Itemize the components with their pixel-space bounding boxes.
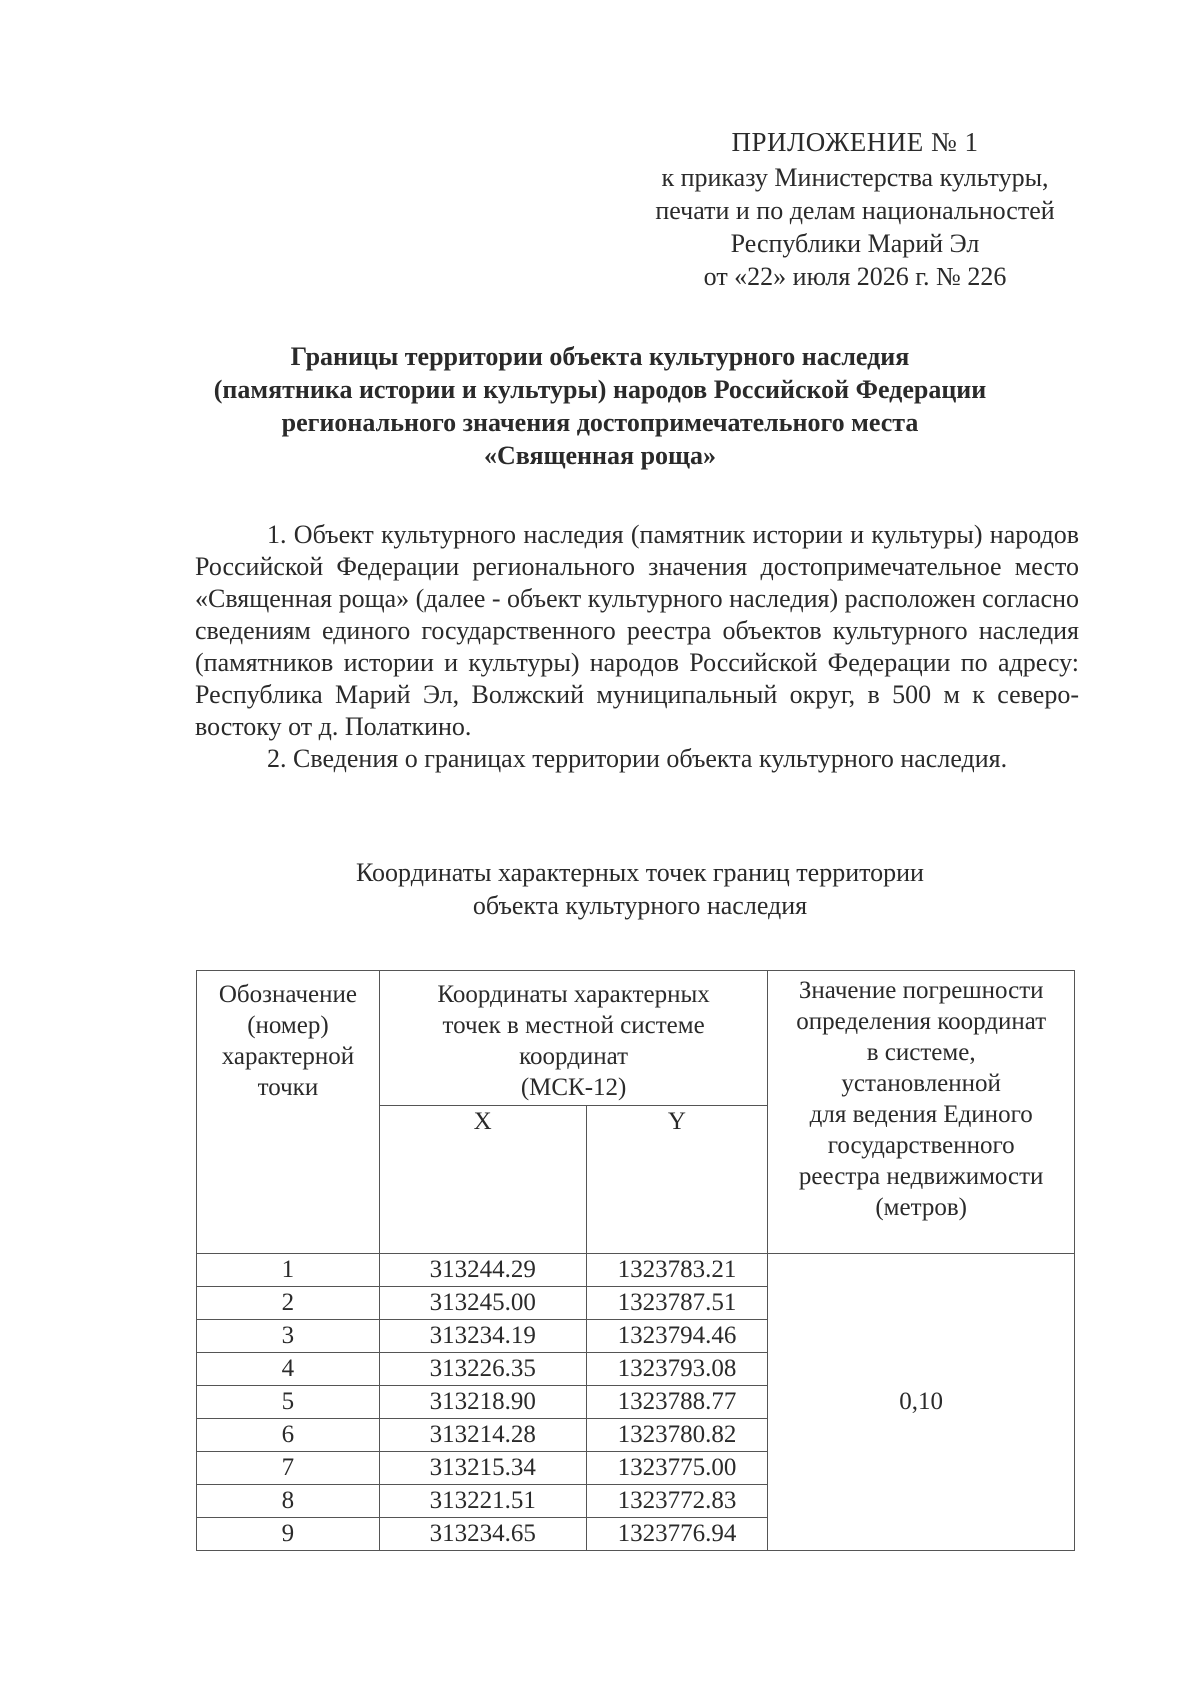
point-number: 9 (197, 1518, 380, 1551)
caption-line: Координаты характерных точек границ территории (356, 858, 924, 887)
title-line: Границы территории объекта культурного наследия (290, 342, 910, 371)
coord-x: 313218.90 (379, 1386, 586, 1419)
header-line: точки (257, 1074, 319, 1101)
point-number: 6 (197, 1419, 380, 1452)
coord-y: 1323788.77 (586, 1386, 768, 1419)
paragraph-location: 1. Объект культурного наследия (памятник истории и культуры) народов Российской Федерации регионального значения достопримечательное место «Священная роща» (далее - объект культурного наследия) расположен согласно сведениям единого государственного реестра объектов культурного наследия (памятников истории и культуры) народов Российской Федерации по адресу: Республика Марий Эл, Волжский муниципальный округ, в 500 м к северо-востоку от д. Полаткино. (195, 520, 1080, 741)
table-row (197, 1254, 1075, 1287)
coord-x: 313244.29 (379, 1254, 586, 1287)
header-line: для ведения Единого (809, 1101, 1033, 1128)
header-line: координат (519, 1043, 629, 1070)
coord-x: 313226.35 (379, 1353, 586, 1386)
header-point-number (197, 971, 380, 1254)
point-number: 7 (197, 1452, 380, 1485)
coord-x: 313215.34 (379, 1452, 586, 1485)
title-line: регионального значения достопримечательного места (281, 408, 919, 437)
header-y: Y (586, 1106, 768, 1254)
appendix-title: ПРИЛОЖЕНИЕ № 1 (731, 127, 979, 157)
coord-y: 1323780.82 (586, 1419, 768, 1452)
title-line: (памятника истории и культуры) народов Российской Федерации (213, 375, 987, 404)
header-coordinates (379, 971, 767, 1106)
header-line: точек в местной системе (442, 1012, 705, 1039)
appendix-line: к приказу Министерства культуры, (661, 163, 1049, 192)
point-number: 4 (197, 1353, 380, 1386)
coord-x: 313234.65 (379, 1518, 586, 1551)
caption-line: объекта культурного наследия (472, 891, 808, 920)
table-caption (200, 856, 1080, 922)
header-line: определения координат (796, 1008, 1047, 1035)
coord-x: 313221.51 (379, 1485, 586, 1518)
header-line: (метров) (875, 1194, 967, 1221)
paragraph-boundaries: 2. Сведения о границах территории объекта культурного наследия. (267, 744, 1008, 773)
point-number: 5 (197, 1386, 380, 1419)
point-number: 3 (197, 1320, 380, 1353)
header-line: реестра недвижимости (798, 1163, 1044, 1190)
coord-y: 1323794.46 (586, 1320, 768, 1353)
header-line: (номер) (247, 1012, 329, 1039)
coord-x: 313214.28 (379, 1419, 586, 1452)
body-text (195, 519, 1079, 775)
header-line: (МСК-12) (520, 1074, 627, 1101)
header-line: Обозначение (218, 981, 357, 1008)
appendix-line: печати и по делам национальностей (655, 196, 1055, 225)
error-value: 0,10 (768, 1254, 1075, 1551)
header-x: X (379, 1106, 586, 1254)
coord-y: 1323775.00 (586, 1452, 768, 1485)
document-title (140, 340, 1060, 472)
coord-x: 313245.00 (379, 1287, 586, 1320)
coord-y: 1323783.21 (586, 1254, 768, 1287)
coord-y: 1323776.94 (586, 1518, 768, 1551)
header-line: в системе, (866, 1039, 976, 1066)
header-line: государственного (827, 1132, 1015, 1159)
point-number: 2 (197, 1287, 380, 1320)
coord-y: 1323787.51 (586, 1287, 768, 1320)
coordinates-table (196, 970, 1075, 1551)
coord-y: 1323793.08 (586, 1353, 768, 1386)
header-line: Координаты характерных (437, 981, 710, 1008)
coord-y: 1323772.83 (586, 1485, 768, 1518)
coord-x: 313234.19 (379, 1320, 586, 1353)
appendix-line: Республики Марий Эл (730, 229, 980, 258)
header-error-value (768, 971, 1075, 1254)
point-number: 8 (197, 1485, 380, 1518)
header-line: характерной (221, 1043, 355, 1070)
appendix-date-line: от «22» июля 2026 г. № 226 (703, 262, 1007, 291)
point-number: 1 (197, 1254, 380, 1287)
header-line: Значение погрешности (798, 977, 1044, 1004)
title-line: «Священная роща» (484, 441, 716, 470)
header-line: установленной (841, 1070, 1001, 1097)
appendix-block (620, 126, 1090, 293)
